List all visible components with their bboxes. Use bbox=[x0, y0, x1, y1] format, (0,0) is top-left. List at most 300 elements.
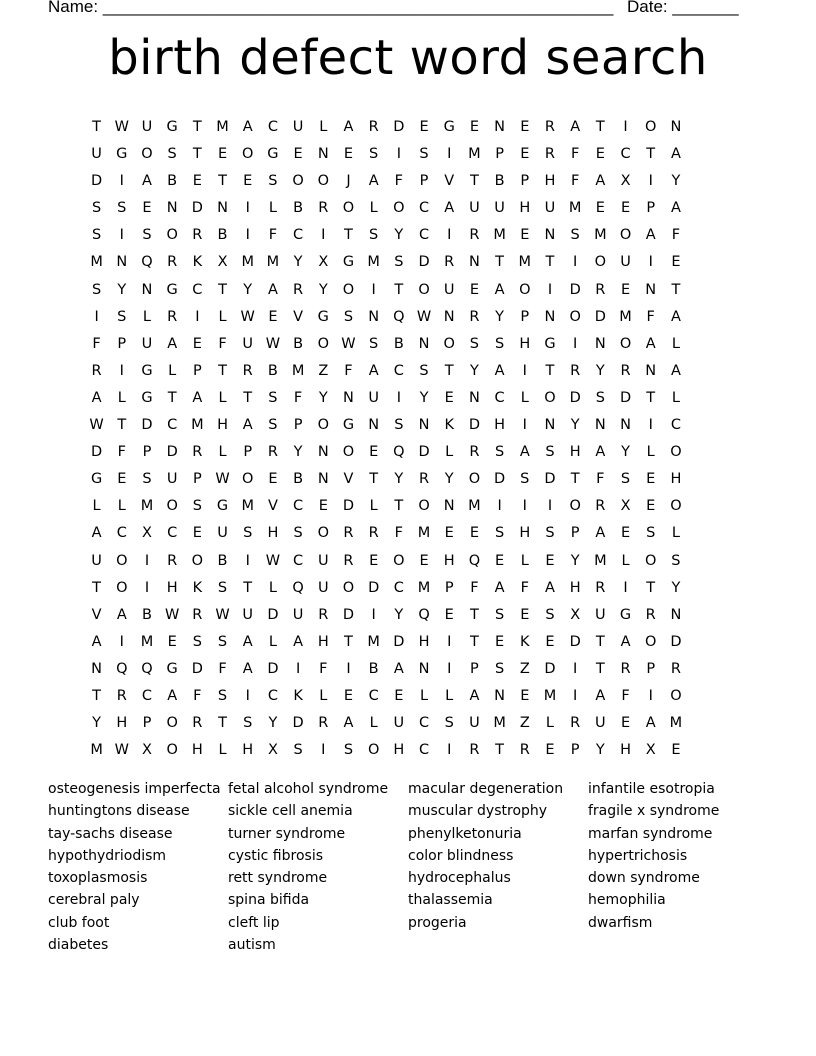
grid-letter[interactable]: L bbox=[445, 687, 454, 704]
grid-letter[interactable]: G bbox=[443, 119, 455, 135]
grid-letter[interactable]: E bbox=[495, 633, 505, 650]
grid-letter[interactable]: F bbox=[193, 687, 202, 704]
grid-letter[interactable]: E bbox=[620, 200, 631, 217]
grid-letter[interactable]: U bbox=[469, 715, 480, 732]
grid-letter[interactable]: E bbox=[419, 552, 429, 569]
grid-letter[interactable]: T bbox=[671, 281, 681, 298]
grid-letter[interactable]: O bbox=[292, 173, 304, 190]
grid-letter[interactable]: G bbox=[317, 308, 329, 325]
grid-letter[interactable]: R bbox=[418, 471, 430, 488]
grid-letter[interactable]: R bbox=[570, 715, 581, 732]
grid-letter[interactable]: N bbox=[645, 362, 657, 379]
grid-letter[interactable]: H bbox=[620, 742, 631, 759]
grid-letter[interactable]: H bbox=[494, 417, 506, 434]
grid-letter[interactable]: R bbox=[469, 308, 480, 325]
grid-letter[interactable]: T bbox=[545, 254, 555, 271]
grid-letter[interactable]: O bbox=[468, 471, 481, 488]
grid-letter[interactable]: A bbox=[393, 660, 404, 677]
grid-letter[interactable]: P bbox=[142, 715, 152, 732]
grid-letter[interactable]: H bbox=[217, 417, 228, 434]
grid-letter[interactable]: F bbox=[570, 146, 580, 163]
grid-letter[interactable]: I bbox=[547, 498, 553, 515]
grid-letter[interactable]: N bbox=[544, 417, 556, 434]
grid-letter[interactable]: D bbox=[292, 715, 304, 732]
grid-letter[interactable]: G bbox=[342, 254, 355, 271]
grid-letter[interactable]: O bbox=[645, 633, 657, 650]
grid-letter[interactable]: W bbox=[215, 606, 230, 623]
grid-letter[interactable]: E bbox=[167, 633, 177, 650]
grid-letter[interactable]: P bbox=[192, 471, 202, 488]
grid-letter[interactable]: O bbox=[166, 498, 178, 515]
grid-letter[interactable]: A bbox=[91, 389, 102, 406]
grid-letter[interactable]: H bbox=[544, 173, 556, 190]
grid-letter[interactable]: T bbox=[595, 119, 605, 135]
grid-letter[interactable]: A bbox=[167, 687, 178, 704]
grid-letter[interactable]: M bbox=[594, 552, 607, 569]
grid-letter[interactable]: E bbox=[192, 525, 202, 542]
grid-letter[interactable]: S bbox=[243, 525, 253, 542]
grid-letter[interactable]: F bbox=[268, 227, 278, 244]
grid-letter[interactable]: L bbox=[520, 552, 529, 569]
grid-letter[interactable]: R bbox=[192, 444, 203, 461]
grid-letter[interactable]: U bbox=[595, 606, 606, 623]
grid-letter[interactable]: R bbox=[544, 146, 555, 163]
grid-letter[interactable]: S bbox=[91, 200, 102, 217]
grid-letter[interactable]: N bbox=[368, 308, 380, 325]
grid-letter[interactable]: I bbox=[648, 417, 653, 434]
grid-letter[interactable]: U bbox=[317, 579, 329, 596]
grid-letter[interactable]: E bbox=[192, 173, 202, 190]
grid-letter[interactable]: L bbox=[419, 687, 429, 704]
grid-letter[interactable]: L bbox=[218, 389, 227, 406]
grid-letter[interactable]: B bbox=[267, 362, 278, 379]
grid-letter[interactable]: Y bbox=[469, 362, 479, 379]
grid-letter[interactable]: U bbox=[494, 200, 505, 217]
grid-letter[interactable]: X bbox=[267, 742, 278, 759]
grid-letter[interactable]: I bbox=[144, 579, 150, 596]
grid-letter[interactable]: X bbox=[620, 498, 631, 515]
grid-letter[interactable]: F bbox=[319, 660, 328, 677]
grid-letter[interactable]: N bbox=[645, 281, 657, 298]
grid-letter[interactable]: M bbox=[568, 200, 582, 217]
grid-letter[interactable]: O bbox=[166, 715, 178, 732]
grid-letter[interactable]: Q bbox=[292, 579, 304, 596]
grid-letter[interactable]: I bbox=[497, 498, 502, 515]
grid-letter[interactable]: F bbox=[671, 227, 681, 244]
grid-letter[interactable]: E bbox=[192, 335, 202, 352]
grid-letter[interactable]: Y bbox=[444, 471, 454, 488]
grid-letter[interactable]: O bbox=[191, 552, 204, 569]
grid-letter[interactable]: C bbox=[393, 579, 404, 596]
grid-letter[interactable]: G bbox=[166, 281, 178, 298]
grid-letter[interactable]: E bbox=[595, 200, 605, 217]
grid-letter[interactable]: I bbox=[321, 742, 326, 759]
grid-letter[interactable]: S bbox=[142, 471, 152, 488]
grid-letter[interactable]: R bbox=[595, 498, 606, 515]
grid-letter[interactable]: N bbox=[418, 660, 430, 677]
grid-letter[interactable]: A bbox=[91, 525, 102, 542]
grid-letter[interactable]: R bbox=[192, 227, 203, 244]
grid-letter[interactable]: I bbox=[295, 660, 301, 677]
grid-letter[interactable]: Y bbox=[293, 444, 303, 461]
grid-letter[interactable]: B bbox=[293, 335, 304, 352]
grid-letter[interactable]: D bbox=[342, 498, 355, 515]
grid-letter[interactable]: T bbox=[545, 362, 555, 379]
grid-letter[interactable]: E bbox=[369, 444, 379, 461]
grid-letter[interactable]: E bbox=[469, 525, 479, 542]
grid-letter[interactable]: Z bbox=[519, 660, 530, 677]
grid-letter[interactable]: N bbox=[141, 281, 153, 298]
grid-letter[interactable]: S bbox=[293, 525, 303, 542]
grid-letter[interactable]: R bbox=[444, 254, 455, 271]
grid-letter[interactable]: I bbox=[119, 633, 124, 650]
grid-letter[interactable]: B bbox=[167, 173, 178, 190]
grid-letter[interactable]: E bbox=[142, 200, 152, 217]
grid-letter[interactable]: F bbox=[520, 579, 529, 596]
grid-letter[interactable]: P bbox=[243, 444, 253, 461]
grid-letter[interactable]: C bbox=[620, 146, 631, 163]
grid-letter[interactable]: H bbox=[519, 335, 531, 352]
grid-letter[interactable]: E bbox=[217, 146, 228, 163]
grid-letter[interactable]: A bbox=[670, 200, 681, 217]
grid-letter[interactable]: C bbox=[418, 227, 430, 244]
grid-letter[interactable]: S bbox=[444, 715, 454, 732]
grid-letter[interactable]: S bbox=[620, 471, 631, 488]
grid-letter[interactable]: G bbox=[216, 498, 229, 515]
grid-letter[interactable]: S bbox=[91, 227, 102, 244]
grid-letter[interactable]: L bbox=[168, 362, 177, 379]
grid-letter[interactable]: M bbox=[543, 687, 557, 704]
grid-letter[interactable]: A bbox=[293, 633, 304, 650]
grid-letter[interactable]: H bbox=[569, 579, 581, 596]
grid-letter[interactable]: Q bbox=[468, 552, 481, 569]
grid-letter[interactable]: T bbox=[595, 660, 605, 677]
grid-letter[interactable]: B bbox=[393, 335, 404, 352]
grid-letter[interactable]: N bbox=[217, 200, 228, 217]
grid-letter[interactable]: U bbox=[620, 254, 631, 271]
grid-letter[interactable]: S bbox=[494, 606, 505, 623]
grid-letter[interactable]: N bbox=[468, 254, 480, 271]
grid-letter[interactable]: N bbox=[594, 335, 606, 352]
grid-letter[interactable]: M bbox=[241, 498, 254, 515]
grid-letter[interactable]: E bbox=[469, 281, 479, 298]
grid-letter[interactable]: N bbox=[494, 687, 506, 704]
grid-letter[interactable]: K bbox=[293, 687, 303, 704]
grid-letter[interactable]: S bbox=[570, 227, 580, 244]
grid-letter[interactable]: S bbox=[419, 146, 429, 163]
grid-letter[interactable]: H bbox=[519, 525, 531, 542]
grid-letter[interactable]: L bbox=[268, 633, 277, 650]
grid-letter[interactable]: G bbox=[544, 335, 556, 352]
grid-letter[interactable]: I bbox=[447, 146, 452, 163]
grid-letter[interactable]: I bbox=[245, 227, 250, 244]
grid-letter[interactable]: E bbox=[318, 498, 328, 515]
grid-letter[interactable]: Y bbox=[570, 417, 580, 434]
grid-letter[interactable]: A bbox=[494, 362, 505, 379]
grid-letter[interactable]: U bbox=[141, 119, 153, 135]
grid-letter[interactable]: N bbox=[116, 254, 128, 271]
grid-letter[interactable]: A bbox=[494, 579, 505, 596]
grid-letter[interactable]: F bbox=[470, 579, 479, 596]
grid-letter[interactable]: D bbox=[594, 308, 606, 325]
grid-letter[interactable]: R bbox=[91, 362, 102, 379]
grid-letter[interactable]: E bbox=[117, 471, 127, 488]
grid-letter[interactable]: I bbox=[371, 281, 376, 298]
grid-letter[interactable]: F bbox=[596, 471, 605, 488]
grid-letter[interactable]: R bbox=[318, 715, 329, 732]
grid-letter[interactable]: N bbox=[544, 308, 556, 325]
grid-letter[interactable]: E bbox=[545, 552, 555, 569]
grid-letter[interactable]: T bbox=[495, 254, 505, 271]
grid-letter[interactable]: M bbox=[493, 227, 506, 244]
grid-letter[interactable]: T bbox=[469, 173, 479, 190]
grid-letter[interactable]: L bbox=[218, 444, 227, 461]
grid-letter[interactable]: O bbox=[443, 335, 455, 352]
grid-letter[interactable]: T bbox=[117, 417, 127, 434]
grid-letter[interactable]: I bbox=[522, 362, 527, 379]
grid-letter[interactable]: I bbox=[195, 308, 200, 325]
grid-letter[interactable]: A bbox=[519, 444, 530, 461]
grid-letter[interactable]: L bbox=[117, 498, 126, 515]
grid-letter[interactable]: U bbox=[292, 119, 304, 135]
grid-letter[interactable]: T bbox=[92, 119, 102, 135]
grid-letter[interactable]: A bbox=[192, 389, 203, 406]
grid-letter[interactable]: I bbox=[144, 552, 150, 569]
grid-letter[interactable]: M bbox=[367, 633, 380, 650]
grid-letter[interactable]: R bbox=[469, 227, 480, 244]
grid-letter[interactable]: D bbox=[91, 444, 103, 461]
grid-letter[interactable]: I bbox=[119, 362, 124, 379]
date-blank[interactable]: _______ bbox=[672, 0, 739, 16]
grid-letter[interactable]: T bbox=[167, 389, 177, 406]
grid-letter[interactable]: A bbox=[670, 362, 681, 379]
grid-letter[interactable]: P bbox=[520, 308, 530, 325]
grid-letter[interactable]: S bbox=[494, 660, 505, 677]
grid-letter[interactable]: L bbox=[545, 715, 555, 732]
grid-letter[interactable]: M bbox=[518, 254, 532, 271]
grid-letter[interactable]: M bbox=[669, 715, 683, 732]
grid-letter[interactable]: M bbox=[90, 254, 103, 271]
grid-letter[interactable]: E bbox=[646, 471, 656, 488]
grid-letter[interactable]: E bbox=[469, 119, 479, 135]
grid-letter[interactable]: D bbox=[418, 444, 430, 461]
grid-letter[interactable]: L bbox=[117, 389, 126, 406]
grid-letter[interactable]: I bbox=[522, 498, 527, 515]
grid-letter[interactable]: I bbox=[447, 633, 452, 650]
grid-letter[interactable]: I bbox=[245, 552, 250, 569]
grid-letter[interactable]: D bbox=[267, 660, 279, 677]
grid-letter[interactable]: Y bbox=[671, 173, 681, 190]
grid-letter[interactable]: K bbox=[520, 633, 530, 650]
grid-letter[interactable]: R bbox=[242, 362, 253, 379]
grid-letter[interactable]: A bbox=[620, 633, 631, 650]
grid-letter[interactable]: E bbox=[520, 119, 530, 135]
grid-letter[interactable]: T bbox=[218, 281, 227, 298]
grid-letter[interactable]: E bbox=[620, 281, 631, 298]
grid-letter[interactable]: S bbox=[595, 389, 605, 406]
grid-letter[interactable]: S bbox=[192, 633, 202, 650]
grid-letter[interactable]: S bbox=[646, 525, 656, 542]
grid-letter[interactable]: P bbox=[293, 417, 303, 434]
grid-letter[interactable]: O bbox=[569, 308, 581, 325]
grid-letter[interactable]: V bbox=[444, 173, 455, 190]
grid-letter[interactable]: M bbox=[266, 254, 280, 271]
grid-letter[interactable]: T bbox=[646, 389, 656, 406]
grid-letter[interactable]: B bbox=[293, 200, 304, 217]
grid-letter[interactable]: R bbox=[595, 281, 606, 298]
grid-letter[interactable]: E bbox=[520, 606, 530, 623]
grid-letter[interactable]: N bbox=[418, 335, 430, 352]
grid-letter[interactable]: T bbox=[92, 687, 102, 704]
grid-letter[interactable]: C bbox=[293, 227, 304, 244]
grid-letter[interactable]: R bbox=[192, 606, 203, 623]
grid-letter[interactable]: E bbox=[620, 715, 631, 732]
grid-letter[interactable]: O bbox=[166, 227, 178, 244]
grid-letter[interactable]: O bbox=[242, 471, 254, 488]
grid-letter[interactable]: U bbox=[393, 715, 405, 732]
grid-letter[interactable]: P bbox=[646, 200, 656, 217]
grid-letter[interactable]: Z bbox=[519, 715, 530, 732]
grid-letter[interactable]: N bbox=[91, 660, 103, 677]
grid-letter[interactable]: D bbox=[191, 660, 203, 677]
grid-letter[interactable]: H bbox=[393, 742, 405, 759]
grid-letter[interactable]: A bbox=[595, 173, 606, 190]
grid-letter[interactable]: B bbox=[217, 227, 228, 244]
grid-letter[interactable]: S bbox=[91, 281, 102, 298]
grid-letter[interactable]: L bbox=[268, 579, 277, 596]
grid-letter[interactable]: P bbox=[646, 660, 656, 677]
grid-letter[interactable]: N bbox=[544, 227, 556, 244]
grid-letter[interactable]: I bbox=[119, 173, 124, 190]
grid-letter[interactable]: D bbox=[267, 606, 279, 623]
grid-letter[interactable]: K bbox=[444, 417, 454, 434]
grid-letter[interactable]: Q bbox=[116, 660, 128, 677]
grid-letter[interactable]: I bbox=[573, 254, 578, 271]
grid-letter[interactable]: C bbox=[494, 389, 505, 406]
grid-letter[interactable]: L bbox=[671, 335, 680, 352]
grid-letter[interactable]: H bbox=[670, 471, 682, 488]
grid-letter[interactable]: L bbox=[621, 552, 630, 569]
grid-letter[interactable]: T bbox=[394, 498, 404, 515]
grid-letter[interactable]: E bbox=[444, 606, 454, 623]
grid-letter[interactable]: W bbox=[265, 552, 281, 569]
grid-letter[interactable]: V bbox=[267, 498, 278, 515]
grid-letter[interactable]: A bbox=[670, 308, 681, 325]
grid-letter[interactable]: Y bbox=[595, 742, 605, 759]
grid-letter[interactable]: F bbox=[646, 308, 655, 325]
grid-letter[interactable]: I bbox=[396, 146, 401, 163]
grid-letter[interactable]: W bbox=[416, 308, 432, 325]
grid-letter[interactable]: G bbox=[141, 362, 153, 379]
grid-letter[interactable]: M bbox=[291, 362, 305, 379]
grid-letter[interactable]: R bbox=[343, 525, 354, 542]
grid-letter[interactable]: M bbox=[241, 254, 254, 271]
grid-letter[interactable]: M bbox=[619, 308, 632, 325]
grid-letter[interactable]: W bbox=[215, 471, 230, 488]
grid-letter[interactable]: O bbox=[619, 227, 632, 244]
grid-letter[interactable]: R bbox=[469, 444, 480, 461]
grid-letter[interactable]: O bbox=[393, 200, 405, 217]
grid-letter[interactable]: R bbox=[293, 281, 304, 298]
grid-letter[interactable]: I bbox=[447, 227, 452, 244]
grid-letter[interactable]: U bbox=[242, 335, 254, 352]
grid-letter[interactable]: N bbox=[368, 417, 380, 434]
grid-letter[interactable]: A bbox=[595, 687, 606, 704]
grid-letter[interactable]: D bbox=[418, 254, 430, 271]
grid-letter[interactable]: C bbox=[141, 687, 153, 704]
grid-letter[interactable]: E bbox=[419, 119, 429, 135]
grid-letter[interactable]: Y bbox=[117, 281, 127, 298]
grid-letter[interactable]: B bbox=[217, 552, 228, 569]
grid-letter[interactable]: L bbox=[319, 687, 328, 704]
grid-letter[interactable]: F bbox=[621, 687, 630, 704]
grid-letter[interactable]: S bbox=[293, 742, 303, 759]
grid-letter[interactable]: E bbox=[646, 498, 656, 515]
grid-letter[interactable]: A bbox=[267, 281, 278, 298]
grid-letter[interactable]: S bbox=[268, 389, 278, 406]
grid-letter[interactable]: A bbox=[645, 715, 656, 732]
grid-letter[interactable]: T bbox=[243, 579, 253, 596]
grid-letter[interactable]: Y bbox=[268, 715, 278, 732]
grid-letter[interactable]: H bbox=[242, 742, 254, 759]
grid-letter[interactable]: S bbox=[494, 525, 505, 542]
grid-letter[interactable]: D bbox=[670, 633, 682, 650]
grid-letter[interactable]: U bbox=[141, 335, 153, 352]
grid-letter[interactable]: H bbox=[519, 200, 531, 217]
grid-letter[interactable]: S bbox=[494, 444, 505, 461]
grid-letter[interactable]: I bbox=[245, 687, 250, 704]
grid-letter[interactable]: S bbox=[469, 335, 480, 352]
grid-letter[interactable]: I bbox=[447, 742, 452, 759]
grid-letter[interactable]: H bbox=[418, 633, 430, 650]
grid-letter[interactable]: T bbox=[495, 742, 505, 759]
grid-letter[interactable]: N bbox=[418, 417, 430, 434]
grid-letter[interactable]: A bbox=[167, 335, 178, 352]
grid-letter[interactable]: F bbox=[570, 173, 580, 190]
grid-letter[interactable]: E bbox=[343, 146, 354, 163]
grid-letter[interactable]: L bbox=[142, 308, 152, 325]
grid-letter[interactable]: D bbox=[468, 417, 480, 434]
grid-letter[interactable]: B bbox=[141, 606, 152, 623]
grid-letter[interactable]: T bbox=[595, 633, 605, 650]
grid-letter[interactable]: D bbox=[494, 471, 506, 488]
grid-letter[interactable]: T bbox=[192, 119, 202, 135]
grid-letter[interactable]: S bbox=[369, 146, 379, 163]
grid-letter[interactable]: G bbox=[141, 389, 153, 406]
grid-letter[interactable]: N bbox=[620, 417, 631, 434]
grid-letter[interactable]: P bbox=[570, 525, 580, 542]
grid-letter[interactable]: I bbox=[623, 119, 628, 135]
grid-letter[interactable]: E bbox=[268, 308, 278, 325]
grid-letter[interactable]: D bbox=[342, 606, 355, 623]
grid-letter[interactable]: C bbox=[167, 417, 178, 434]
grid-letter[interactable]: Y bbox=[293, 254, 303, 271]
grid-letter[interactable]: W bbox=[114, 742, 129, 759]
grid-letter[interactable]: V bbox=[91, 606, 102, 623]
grid-letter[interactable]: S bbox=[117, 308, 127, 325]
grid-letter[interactable]: D bbox=[619, 389, 632, 406]
grid-letter[interactable]: T bbox=[646, 579, 656, 596]
grid-letter[interactable]: R bbox=[267, 444, 278, 461]
grid-letter[interactable]: O bbox=[544, 389, 556, 406]
grid-letter[interactable]: N bbox=[494, 119, 506, 135]
grid-letter[interactable]: C bbox=[418, 200, 430, 217]
grid-letter[interactable]: Y bbox=[92, 715, 102, 732]
grid-letter[interactable]: Q bbox=[393, 308, 405, 325]
grid-letter[interactable]: Y bbox=[394, 227, 404, 244]
grid-letter[interactable]: H bbox=[267, 525, 279, 542]
grid-letter[interactable]: U bbox=[595, 715, 606, 732]
